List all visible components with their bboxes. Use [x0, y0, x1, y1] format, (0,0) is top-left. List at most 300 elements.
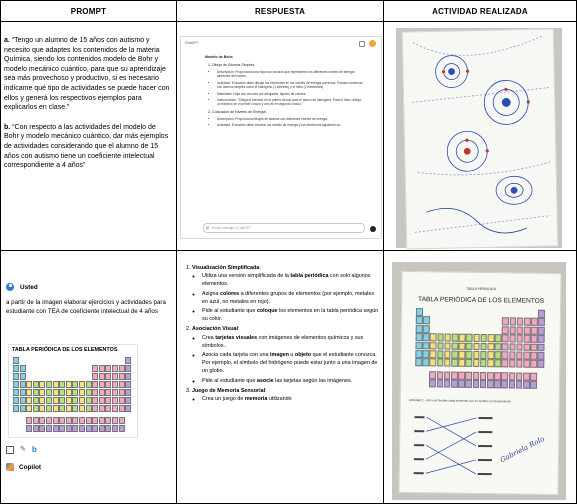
- element-cell: [92, 417, 98, 424]
- element-cell: [487, 351, 494, 359]
- element-cell: [487, 343, 494, 351]
- element-cell: [119, 365, 125, 372]
- element-cell: [20, 397, 26, 404]
- element-cell: [459, 351, 466, 359]
- element-cell: [444, 350, 451, 358]
- share-icon[interactable]: [359, 41, 365, 47]
- element-cell: [451, 342, 458, 350]
- element-cell: [415, 342, 422, 350]
- element-cell: [92, 373, 98, 380]
- element-cell: [112, 417, 118, 424]
- element-cell: [451, 359, 458, 367]
- element-cell: [33, 405, 39, 412]
- response-bullet: ◦ Crea tarjetas visuales con imágenes de elementos químicos y sus símbolos.: [202, 334, 380, 350]
- element-cell: [99, 417, 105, 424]
- chat-heading: Modelo de Bohr:: [205, 55, 234, 59]
- chat-bullet: • Descripción: Proporciona una hoja con círculos que representen los diferentes niveles de energía alrededor del núcleo.: [217, 70, 363, 79]
- element-cell: [538, 335, 545, 343]
- element-cell: [473, 380, 480, 388]
- element-cell: [538, 327, 545, 335]
- table-row-divider: [0, 250, 577, 251]
- row2-prompt-cell: [2, 252, 175, 502]
- element-cell: [72, 389, 78, 396]
- element-cell: [99, 397, 105, 404]
- element-cell: [502, 334, 509, 342]
- element-cell: [125, 397, 131, 404]
- header-prompt: PROMPT: [70, 6, 107, 16]
- element-cell: [86, 389, 92, 396]
- element-cell: [53, 405, 59, 412]
- element-cell: [416, 308, 423, 316]
- user-avatar-icon: [6, 283, 14, 291]
- element-cell: [494, 381, 501, 389]
- element-cell: [26, 417, 32, 424]
- bohr-drawings: [403, 29, 557, 248]
- element-cell: [39, 405, 45, 412]
- chat-input[interactable]: [203, 223, 365, 233]
- copilot-logo-icon: [6, 463, 14, 471]
- element-cell: [33, 425, 39, 432]
- response-bullet: ◦ Pide al estudiante que asocie las tarjetas según las imágenes.: [202, 377, 380, 385]
- chat-topbar: [185, 40, 377, 48]
- element-cell: [516, 360, 523, 368]
- element-cell: [473, 334, 480, 342]
- element-cell: [523, 352, 530, 360]
- element-cell: [46, 405, 52, 412]
- response-item-title: Juego de Memoria Sensorial: [192, 387, 266, 394]
- element-cell: [125, 357, 131, 364]
- element-cell: [53, 425, 59, 432]
- chat-input-placeholder: Enviar mensaje a ChatGPT: [212, 225, 251, 230]
- element-cell: [26, 425, 32, 432]
- element-cell: [466, 351, 473, 359]
- row2-response-cell: [182, 264, 380, 500]
- element-cell: [502, 343, 509, 351]
- element-cell: [39, 417, 45, 424]
- element-cell: [531, 352, 538, 360]
- element-cell: [66, 381, 72, 388]
- element-cell: [516, 335, 523, 343]
- element-cell: [502, 351, 509, 359]
- element-cell: [99, 405, 105, 412]
- element-cell: [480, 351, 487, 359]
- response-item: 2. Asociación Visual: ◦ Crea tarjetas visuales con imágenes de elementos químicos y sus símbolos. ◦ Asocia cada tarjeta con una imagen u objeto que el estudiante conozca. Por ejemplo, el símbolo del hidrógeno puede estar junto a una imagen de un globo. ◦ Pide al estudiante que asocie las tarjetas según las imágenes.: [192, 325, 380, 384]
- element-cell: [487, 359, 494, 367]
- chat-item-1-bullets: [205, 70, 363, 107]
- response-item: 3. Juego de Memoria Sensorial: ◦ Crea un juego de memoria utilizando: [192, 387, 380, 403]
- element-cell: [502, 326, 509, 334]
- element-cell: [430, 342, 437, 350]
- element-cell: [79, 425, 85, 432]
- element-cell: [79, 381, 85, 388]
- activity-photo-1: [396, 28, 562, 248]
- prompt-actions: [6, 446, 37, 454]
- element-cell: [538, 318, 545, 326]
- element-cell: [112, 373, 118, 380]
- response-item-title: Visualización Simplificada: [192, 265, 260, 271]
- element-cell: [523, 343, 530, 351]
- response-bullet: ◦ Utiliza una versión simplificada de la tabla periódica con solo algunos elementos.: [202, 272, 380, 288]
- element-cell: [119, 381, 125, 388]
- element-cell: [125, 381, 131, 388]
- chatgpt-screenshot: [180, 36, 382, 239]
- element-cell: [119, 373, 125, 380]
- element-cell: [13, 357, 19, 364]
- element-cell: [86, 397, 92, 404]
- element-cell: [437, 371, 444, 379]
- element-cell: [423, 325, 430, 333]
- element-cell: [112, 389, 118, 396]
- worksheet-header-small: TABLA PERIÓDICA: [466, 286, 497, 292]
- worksheet-activity-label: Actividad 2 - Unir con flechas cada elemento con su nombre correspondiente: [408, 398, 512, 404]
- element-cell: [523, 360, 530, 368]
- element-cell: [112, 365, 118, 372]
- element-cell: [459, 342, 466, 350]
- element-cell: [46, 417, 52, 424]
- table-col-divider-1: [176, 0, 177, 504]
- element-cell: [53, 417, 59, 424]
- response-bullet: ◦ Crea un juego de memoria utilizando: [202, 395, 380, 403]
- element-cell: [458, 380, 465, 388]
- element-cell: [416, 333, 423, 341]
- edit-icon[interactable]: ✎: [20, 446, 26, 453]
- element-cell: [495, 351, 502, 359]
- header-actividad: ACTIVIDAD REALIZADA: [432, 6, 528, 16]
- element-cell: [516, 381, 523, 389]
- element-cell: [99, 425, 105, 432]
- element-cell: [524, 335, 531, 343]
- chat-bullet: • Actividad: El alumno debe dibujar los electrones en los niveles de energía correctos. Puedes comenzar con átomos simples como el hidrógeno (1 electrón) y el helio (2 electrones).: [217, 81, 363, 90]
- element-cell: [517, 318, 524, 326]
- chat-bullet: • Instrucciones: "Dibuja el electrón en el primer círculo para el átomo de hidrógeno. Para el helio, dibuja un electrón en el primer círculo y otro en el segundo círculo.": [217, 98, 363, 107]
- element-cell: [538, 310, 545, 318]
- element-cell: [112, 397, 118, 404]
- worksheet-title: TABLA PERIÓDICA DE LOS ELEMENTOS: [418, 296, 545, 305]
- element-cell: [26, 381, 32, 388]
- activity-photo-2: [392, 262, 566, 500]
- element-cell: [480, 372, 487, 380]
- element-cell: [105, 405, 111, 412]
- element-cell: [430, 350, 437, 358]
- response-bullet: ◦ Asocia cada tarjeta con una imagen u objeto que el estudiante conozca. Por ejemplo, el símbolo del hidrógeno puede estar junto a una imagen de un globo.: [202, 351, 380, 376]
- element-cell: [105, 365, 111, 372]
- element-cell: [92, 425, 98, 432]
- element-cell: [437, 350, 444, 358]
- table-border-left: [0, 0, 1, 504]
- element-cell: [79, 417, 85, 424]
- element-cell: [423, 350, 430, 358]
- element-cell: [119, 389, 125, 396]
- element-cell: [112, 381, 118, 388]
- element-cell: [39, 389, 45, 396]
- element-cell: [119, 425, 125, 432]
- element-cell: [53, 389, 59, 396]
- element-cell: [59, 405, 65, 412]
- worksheet-periodic-table: [415, 308, 546, 390]
- element-cell: [72, 417, 78, 424]
- element-cell: [105, 417, 111, 424]
- element-cell: [39, 381, 45, 388]
- copilot-name: Copilot: [19, 463, 42, 471]
- element-cell: [509, 326, 516, 334]
- element-cell: [466, 334, 473, 342]
- element-cell: [92, 389, 98, 396]
- element-cell: [473, 342, 480, 350]
- element-cell: [495, 343, 502, 351]
- element-cell: [20, 381, 26, 388]
- element-cell: [99, 389, 105, 396]
- element-cell: [466, 359, 473, 367]
- element-cell: [488, 334, 495, 342]
- element-cell: [46, 397, 52, 404]
- element-cell: [480, 334, 487, 342]
- user-row: [6, 282, 38, 292]
- element-cell: [509, 381, 516, 389]
- element-cell: [494, 360, 501, 368]
- element-cell: [13, 373, 19, 380]
- element-cell: [46, 425, 52, 432]
- element-cell: [487, 372, 494, 380]
- element-cell: [13, 365, 19, 372]
- element-cell: [524, 326, 531, 334]
- element-cell: [119, 417, 125, 424]
- element-cell: [66, 397, 72, 404]
- element-cell: [531, 318, 538, 326]
- element-cell: [99, 365, 105, 372]
- element-cell: [105, 425, 111, 432]
- element-cell: [125, 373, 131, 380]
- element-cell: [531, 327, 538, 335]
- element-cell: [66, 389, 72, 396]
- element-cell: [99, 373, 105, 380]
- element-cell: [509, 343, 516, 351]
- element-cell: [422, 359, 429, 367]
- element-cell: [59, 397, 65, 404]
- element-cell: [105, 397, 111, 404]
- element-cell: [66, 417, 72, 424]
- element-cell: [26, 389, 32, 396]
- response-list: [182, 264, 380, 403]
- element-cell: [72, 397, 78, 404]
- element-cell: [112, 405, 118, 412]
- element-cell: [430, 359, 437, 367]
- element-cell: [487, 380, 494, 388]
- element-cell: [509, 335, 516, 343]
- element-cell: [480, 343, 487, 351]
- response-bullet: ◦ Pide al estudiante que coloque los elementos en la tabla periódica según su color.: [202, 307, 380, 323]
- element-cell: [523, 381, 530, 389]
- element-cell: [502, 318, 509, 326]
- response-item: 1. Visualización Simplificada: ◦ Utiliza una versión simplificada de la tabla periódica con solo algunos elementos. ◦ Asigna colores a diferentes grupos de elementos (por ejemplo, metales en azul, no metales en rojo). ◦ Pide al estudiante que coloque los elementos en la tabla periódica según su color.: [192, 264, 380, 323]
- attach-icon[interactable]: ⌀: [206, 225, 210, 231]
- chat-item-1: 1. Dibujo de Átomos Simples:: [208, 63, 256, 67]
- element-cell: [415, 358, 422, 366]
- element-cell: [465, 380, 472, 388]
- element-cell: [92, 381, 98, 388]
- element-cell: [13, 405, 19, 412]
- element-cell: [59, 381, 65, 388]
- element-cell: [530, 360, 537, 368]
- element-cell: [416, 325, 423, 333]
- element-cell: [125, 365, 131, 372]
- element-cell: [415, 350, 422, 358]
- periodic-table-title: TABLA PERIÓDICA DE LOS ELEMENTOS: [12, 347, 118, 353]
- worksheet-paper-2: [398, 271, 561, 495]
- prompt-b: b. “Con respecto a las actividades del modelo de Bohr y modelo mecánico cuántico, dar más ejemplos de actividades considerando que el alumno de 15 años con autismo tiene un coeficiente intelectual correspondiente a 4 años”: [4, 123, 169, 170]
- table-col-divider-2: [383, 0, 384, 504]
- element-cell: [451, 351, 458, 359]
- chat-item-2: 2. Coloración de Niveles de Energía:: [208, 109, 267, 114]
- element-cell: [530, 373, 537, 381]
- element-cell: [516, 352, 523, 360]
- prompt-a: a. “Tengo un alumno de 15 años con autismo y necesito que adaptes los contenidos de la materia Química, siendo los contenidos modelo de Bohr y modelo mecánico cuántico, para que su aprendizaje sea más provechoso y productivo, si es necesario indícame qué tipo de actividades se puede hacer con ellos y generá los respectivos ejemplos para explicarlos en clase.”: [4, 37, 170, 112]
- element-cell: [20, 389, 26, 396]
- header-respuesta: RESPUESTA: [254, 6, 306, 16]
- element-cell: [516, 343, 523, 351]
- element-cell: [444, 334, 451, 342]
- user-name: Usted: [20, 283, 38, 291]
- element-cell: [72, 405, 78, 412]
- bing-icon[interactable]: b: [31, 445, 37, 454]
- element-cell: [473, 359, 480, 367]
- element-cell: [59, 417, 65, 424]
- user-avatar[interactable]: [369, 40, 376, 47]
- element-cell: [33, 397, 39, 404]
- element-cell: [523, 373, 530, 381]
- element-cell: [46, 389, 52, 396]
- element-cell: [92, 365, 98, 372]
- element-cell: [429, 371, 436, 379]
- chat-bullet: • Descripción: Proporciona dibujos de átomos con diferentes niveles de energía.: [217, 117, 363, 121]
- element-cell: [59, 389, 65, 396]
- element-cell: [473, 372, 480, 380]
- element-cell: [538, 360, 545, 368]
- element-cell: [125, 389, 131, 396]
- element-cell: [466, 342, 473, 350]
- element-cell: [531, 335, 538, 343]
- copilot-row: [6, 463, 41, 471]
- chat-bullet: • Actividad: El alumno debe colorear los niveles de energía y los electrones siguiendo un...: [217, 123, 363, 127]
- element-cell: [501, 372, 508, 380]
- element-cell: [451, 380, 458, 388]
- element-cell: [451, 372, 458, 380]
- element-cell: [423, 342, 430, 350]
- element-cell: [538, 352, 545, 360]
- element-cell: [86, 417, 92, 424]
- element-cell: [516, 326, 523, 334]
- element-cell: [516, 373, 523, 381]
- element-cell: [53, 381, 59, 388]
- element-cell: [86, 405, 92, 412]
- copy-icon[interactable]: [6, 446, 14, 454]
- element-cell: [524, 318, 531, 326]
- element-cell: [39, 397, 45, 404]
- element-cell: [53, 397, 59, 404]
- element-cell: [473, 351, 480, 359]
- worksheet-paper-1: [402, 28, 559, 249]
- element-cell: [33, 389, 39, 396]
- element-cell: [79, 405, 85, 412]
- element-cell: [46, 381, 52, 388]
- element-cell: [509, 360, 516, 368]
- worksheet-signature: Gabriela Rolo: [498, 434, 546, 465]
- element-cell: [105, 373, 111, 380]
- element-cell: [66, 405, 72, 412]
- element-cell: [501, 381, 508, 389]
- element-cell: [33, 417, 39, 424]
- element-cell: [72, 425, 78, 432]
- response-bullet: ◦ Asigna colores a diferentes grupos de elementos (por ejemplo, metales en azul, no metales en rojo).: [202, 290, 380, 306]
- element-cell: [39, 425, 45, 432]
- element-cell: [444, 359, 451, 367]
- element-cell: [92, 397, 98, 404]
- element-cell: [444, 380, 451, 388]
- element-cell: [494, 372, 501, 380]
- element-cell: [509, 351, 516, 359]
- element-cell: [437, 342, 444, 350]
- send-icon[interactable]: [370, 226, 376, 232]
- element-cell: [437, 359, 444, 367]
- element-cell: [423, 333, 430, 341]
- element-cell: [99, 381, 105, 388]
- element-cell: [480, 380, 487, 388]
- element-cell: [72, 381, 78, 388]
- element-cell: [480, 359, 487, 367]
- element-cell: [59, 425, 65, 432]
- element-cell: [79, 397, 85, 404]
- element-cell: [458, 372, 465, 380]
- element-cell: [26, 397, 32, 404]
- element-cell: [531, 343, 538, 351]
- element-cell: [538, 343, 545, 351]
- element-cell: [13, 389, 19, 396]
- element-cell: [423, 317, 430, 325]
- chat-bullet: • Materiales: Hoja con círculos pre-dibujados, lápices de colores.: [217, 92, 363, 96]
- response-item-title: Asociación Visual: [192, 326, 239, 333]
- element-cell: [112, 425, 118, 432]
- element-cell: [13, 381, 19, 388]
- element-cell: [92, 405, 98, 412]
- element-cell: [509, 372, 516, 380]
- element-cell: [444, 371, 451, 379]
- element-cell: [465, 372, 472, 380]
- element-cell: [509, 318, 516, 326]
- element-cell: [502, 360, 509, 368]
- element-cell: [66, 425, 72, 432]
- element-cell: [13, 397, 19, 404]
- element-cell: [444, 342, 451, 350]
- element-cell: [79, 389, 85, 396]
- periodic-table-image: [8, 344, 138, 438]
- element-cell: [20, 365, 26, 372]
- element-cell: [20, 373, 26, 380]
- element-cell: [495, 334, 502, 342]
- element-cell: [459, 334, 466, 342]
- periodic-table-grid: [13, 357, 133, 433]
- element-cell: [105, 389, 111, 396]
- chat-item-2-bullets: [205, 117, 363, 128]
- element-cell: [125, 405, 131, 412]
- user-prompt: a partir de la imagen elaborar ejercicios y actividades para estudiante con TEA de coeficiente intelectual de 4 años: [6, 299, 166, 316]
- element-cell: [437, 380, 444, 388]
- element-cell: [86, 381, 92, 388]
- element-cell: [26, 405, 32, 412]
- element-cell: [458, 359, 465, 367]
- element-cell: [430, 333, 437, 341]
- chat-app-label: ChatGPT: [185, 41, 199, 45]
- element-cell: [119, 405, 125, 412]
- chat-body: [205, 55, 363, 130]
